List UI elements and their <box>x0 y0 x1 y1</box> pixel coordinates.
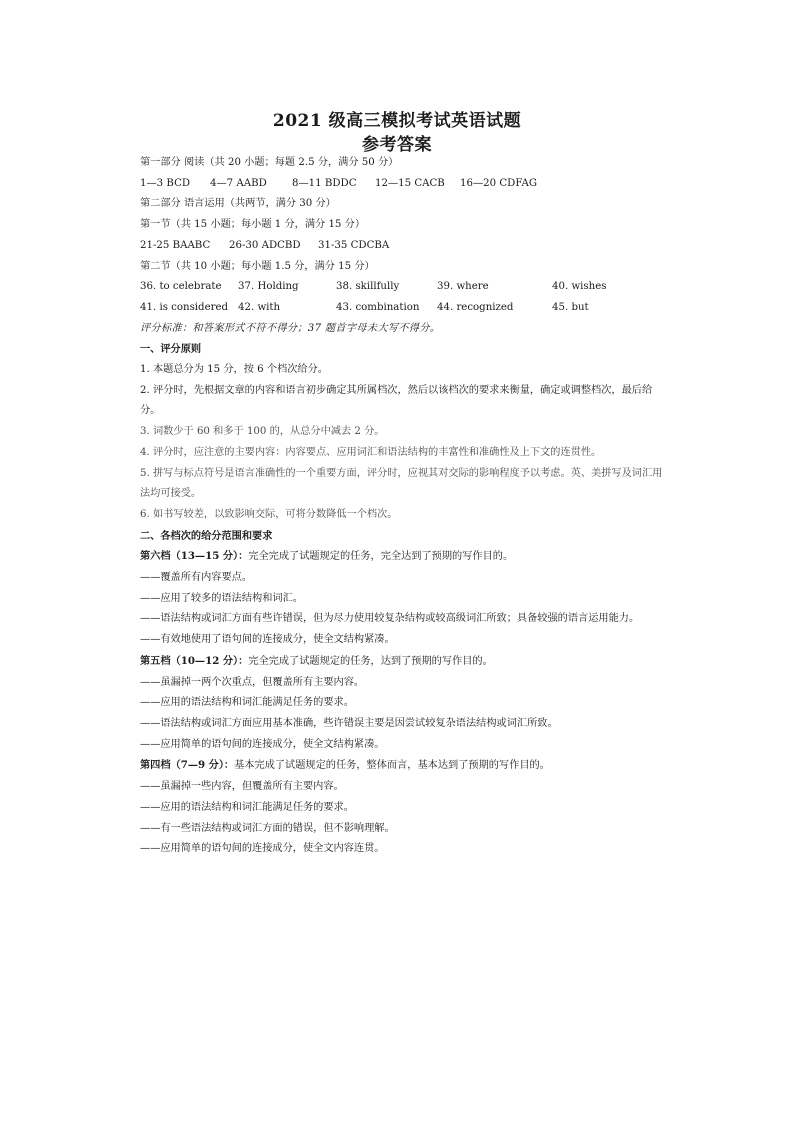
fill-answer: 39. where <box>437 281 489 293</box>
fill-answer: 42. with <box>238 301 281 313</box>
level-point: ——应用简单的语句间的连接成分，使全文内容连贯。 <box>140 843 385 855</box>
section2-answers-row <box>140 298 670 319</box>
level-point: ——有一些语法结构或词汇方面的错误，但不影响理解。 <box>140 822 395 834</box>
fill-answer: 37. Holding <box>238 281 299 293</box>
principle-item: 2. 评分时，先根据文章的内容和语言初步确定其所属档次，然后以该档次的要求来衡量，确定或调整档次，最后给分。 <box>140 384 653 417</box>
section1-answers <box>140 236 670 257</box>
levels-heading: 二、各档次的给分范围和要求 <box>140 529 273 542</box>
page-subtitle: 参考答案 <box>362 135 432 155</box>
level-point: ——虽漏掉一两个次重点，但覆盖所有主要内容。 <box>140 676 365 688</box>
answer-group: 8—11 BDDC <box>292 177 357 189</box>
answer-group: 12—15 CACB <box>375 177 445 189</box>
scoring-note: 评分标准：和答案形式不符不得分；37 题首字母未大写不得分。 <box>140 322 441 334</box>
level-point: ——覆盖所有内容要点。 <box>140 572 253 584</box>
part2-heading: 第二部分 语言运用（共两节，满分 30 分） <box>140 198 336 210</box>
level-label: 第六档（13—15 分）： <box>140 550 249 563</box>
section2-heading: 第二节（共 10 小题；每小题 1.5 分，满分 15 分） <box>140 260 375 272</box>
level-four <box>140 755 670 777</box>
level-point: ——应用简单的语句间的连接成分，使全文结构紧凑。 <box>140 738 385 750</box>
level-point: ——语法结构或词汇方面应用基本准确，些许错误主要是因尝试较复杂语法结构或词汇所致。 <box>140 717 558 729</box>
fill-answer: 40. wishes <box>552 281 607 293</box>
fill-answer: 45. but <box>552 301 589 313</box>
principle-item: 5. 拼写与标点符号是语言准确性的一个重要方面，评分时，应视其对交际的影响程度予以考虑。英、美拼写及词汇用法均可接受。 <box>140 467 663 500</box>
part1-heading: 第一部分 阅读（共 20 小题；每题 2.5 分，满分 50 分） <box>140 157 399 168</box>
fill-answer: 36. to celebrate <box>140 281 222 293</box>
level-point: ——应用了较多的语法结构和词汇。 <box>140 592 303 604</box>
part1-answers <box>140 174 670 195</box>
level-point: ——应用的语法结构和词汇能满足任务的要求。 <box>140 801 354 813</box>
principle-item: 3. 词数少于 60 和多于 100 的，从总分中减去 2 分。 <box>140 426 385 438</box>
principle-item: 4. 评分时，应注意的主要内容：内容要点、应用词汇和语法结构的丰富性和准确性及上下文的连贯性。 <box>140 446 602 458</box>
level-description: 完全完成了试题规定的任务，达到了预期的写作目的。 <box>248 655 493 667</box>
principle-item: 1. 本题总分为 15 分，按 6 个档次给分。 <box>140 364 328 376</box>
level-point: ——虽漏掉一些内容，但覆盖所有主要内容。 <box>140 781 344 793</box>
answer-group: 31-35 CDCBA <box>318 239 390 251</box>
level-label: 第四档（7—9 分）： <box>140 759 235 772</box>
page-title: 2021 级高三模拟考试英语试题 <box>272 111 522 131</box>
level-six <box>140 546 670 568</box>
level-description: 基本完成了试题规定的任务，整体而言，基本达到了预期的写作目的。 <box>234 760 550 772</box>
fill-answer: 38. skillfully <box>336 281 400 293</box>
principles-heading: 一、评分原则 <box>140 343 202 356</box>
fill-answer: 44. recognized <box>437 301 514 313</box>
answer-group: 26-30 ADCBD <box>229 239 301 251</box>
answer-group: 21-25 BAABC <box>140 239 211 251</box>
fill-answer: 43. combination <box>336 301 420 313</box>
level-label: 第五档（10—12 分）： <box>140 654 249 667</box>
answer-group: 4—7 AABD <box>210 177 267 189</box>
level-point: ——应用的语法结构和词汇能满足任务的要求。 <box>140 697 354 709</box>
level-five <box>140 651 670 673</box>
level-point: ——语法结构或词汇方面有些许错误，但为尽力使用较复杂结构或较高级词汇所致；具备较强的语言运用能力。 <box>140 613 640 625</box>
fill-answer: 41. is considered <box>140 301 229 313</box>
answer-group: 16—20 CDFAG <box>460 177 537 189</box>
answer-group: 1—3 BCD <box>140 177 191 189</box>
document-body <box>140 153 670 860</box>
section2-answers-row <box>140 277 670 298</box>
level-description: 完全完成了试题规定的任务，完全达到了预期的写作目的。 <box>248 551 514 563</box>
section1-heading: 第一节（共 15 小题；每小题 1 分，满分 15 分） <box>140 219 366 231</box>
level-point: ——有效地使用了语句间的连接成分，使全文结构紧凑。 <box>140 634 395 646</box>
principle-item: 6. 如书写较差，以致影响交际，可将分数降低一个档次。 <box>140 508 398 520</box>
